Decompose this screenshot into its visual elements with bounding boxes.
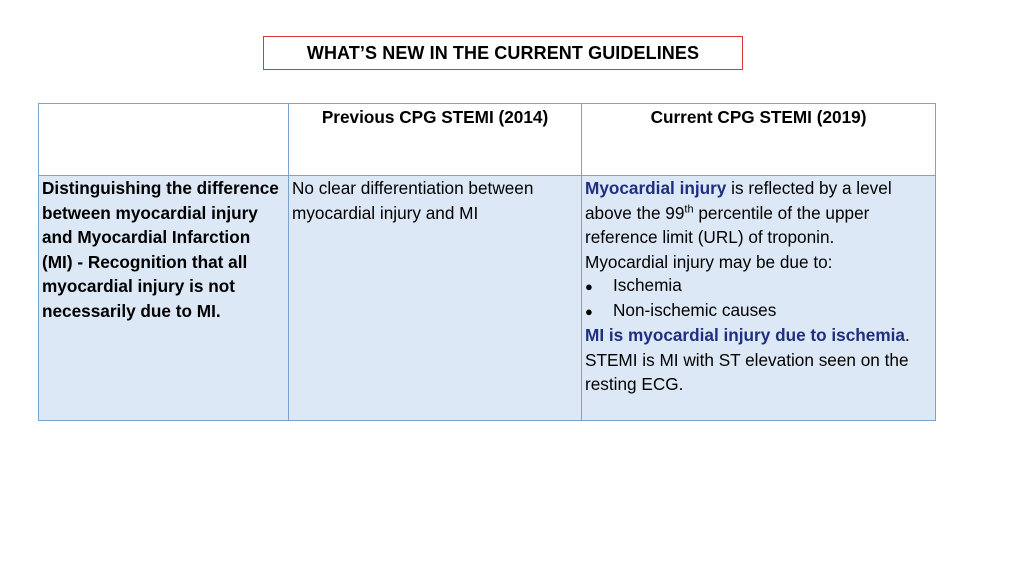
table-row xyxy=(39,176,936,421)
comparison-table xyxy=(38,103,936,421)
cause-non-ischemic: Non-ischemic causes xyxy=(613,299,777,320)
header-cell-current: Current CPG STEMI (2019) xyxy=(582,104,936,176)
stemi-definition: STEMI is MI with ST elevation seen on the resting ECG. xyxy=(585,349,909,394)
slide-title: WHAT’S NEW IN THE CURRENT GUIDELINES xyxy=(263,36,743,70)
list-item xyxy=(585,274,932,299)
cause-ischemia: Ischemia xyxy=(613,275,682,295)
header-cell-topic xyxy=(39,104,289,176)
mi-definition-text: MI is myocardial injury due to ischemia xyxy=(585,325,905,345)
mi-definition xyxy=(585,323,932,348)
bullet-icon: ● xyxy=(585,303,593,319)
percentile-superscript: th xyxy=(684,202,694,215)
previous-cell: No clear differentiation between myocardial injury and MI xyxy=(289,176,582,421)
injury-term: Myocardial injury xyxy=(585,178,727,198)
injury-def-part2: percentile of the upper reference limit (URL) of troponin. xyxy=(585,202,870,247)
injury-definition xyxy=(585,176,932,250)
list-item xyxy=(585,299,932,324)
bullet-icon: ● xyxy=(585,279,593,294)
injury-def-part1: is reflected by a level above the 99 xyxy=(585,178,892,223)
header-cell-previous: Previous CPG STEMI (2014) xyxy=(289,104,582,176)
causes-list xyxy=(585,274,932,323)
causes-intro: Myocardial injury may be due to: xyxy=(585,251,833,272)
mi-definition-end: . xyxy=(904,325,910,345)
table-header-row xyxy=(39,104,936,176)
current-cell xyxy=(582,176,936,421)
topic-cell: Distinguishing the difference between myocardial injury and Myocardial Infarction (MI) - Recognition that all myocardial injury is not necessarily due to MI. xyxy=(39,176,289,421)
